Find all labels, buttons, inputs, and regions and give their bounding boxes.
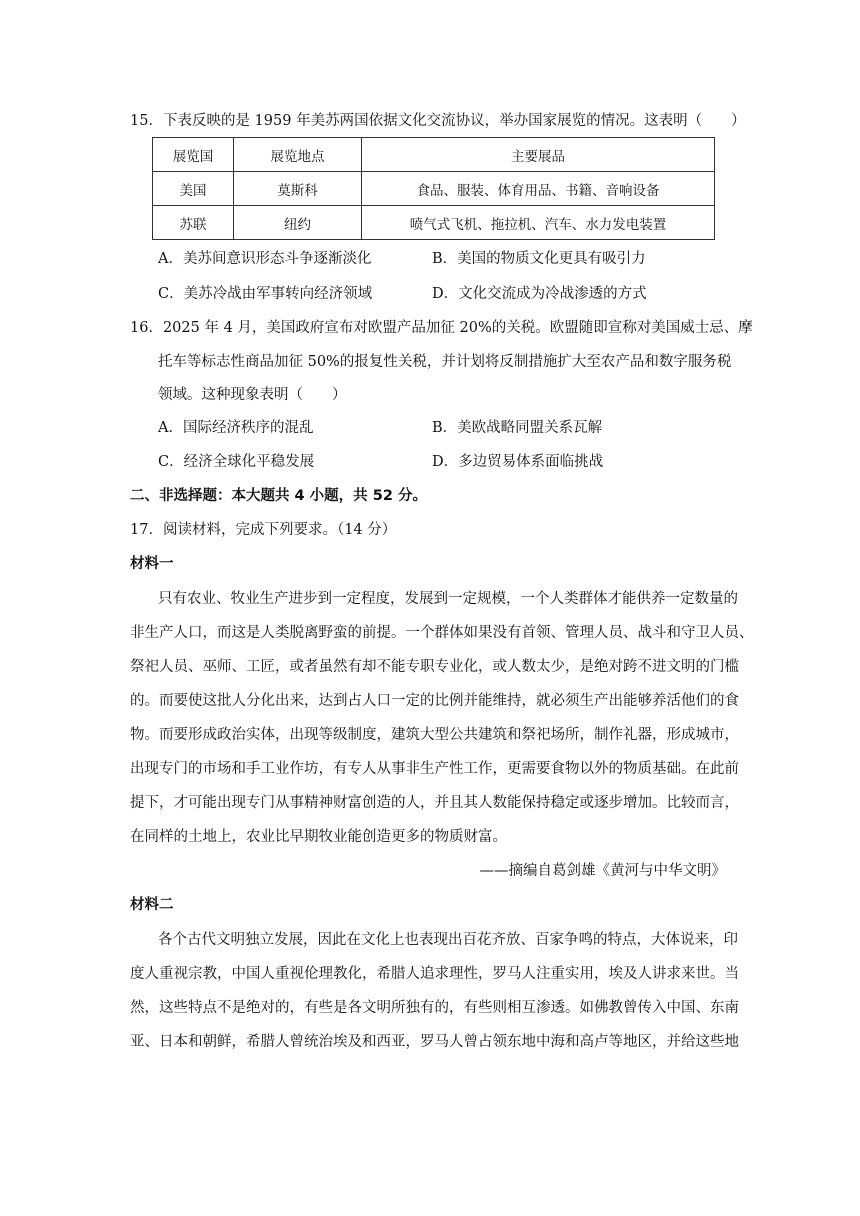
q16-option-c: C．经济全球化平稳发展 [158,454,315,470]
table-row [153,206,715,240]
q15-option-b: B．美国的物质文化更具有吸引力 [432,251,646,267]
material-two-line: 然，这些特点不是绝对的，有些是各文明所独有的，有些则相互渗透。如佛教曾传入中国、东南 [130,1000,739,1016]
q16-option-b: B．美欧战略同盟关系瓦解 [432,420,603,436]
q16-stem-line: 16．2025 年 4 月，美国政府宣布对欧盟产品加征 20%的关税。欧盟随即宣称对美国威士忌、摩 [130,320,753,336]
q15-option-d: D．文化交流成为冷战渗透的方式 [432,286,647,302]
section-heading: 二、非选择题：本大题共 4 小题，共 52 分。 [130,488,427,504]
table-header: 展览地点 [234,138,362,172]
q16-option-a: A．国际经济秩序的混乱 [158,420,314,436]
material-one-line: 祭祀人员、巫师、工匠，或者虽然有却不能专职专业化，或人数太少，是绝对跨不进文明的门槛 [130,659,739,675]
table-header: 展览国 [153,138,234,172]
table-cell: 食品、服装、体育用品、书籍、音响设备 [362,172,715,206]
q15-stem: 15．下表反映的是 1959 年美苏两国依据文化交流协议，举办国家展览的情况。这表明（ ） [130,113,746,129]
q15-option-c: C．美苏冷战由军事转向经济领域 [158,286,373,302]
material-one-line: 只有农业、牧业生产进步到一定程度，发展到一定规模，一个人类群体才能供养一定数量的 [158,591,738,607]
material-one-line: 提下，才可能出现专门从事精神财富创造的人，并且其人数能保持稳定或逐步增加。比较而言， [130,795,739,811]
table-cell: 喷气式飞机、拖拉机、汽车、水力发电装置 [362,206,715,240]
table-header-row [153,138,715,172]
material-two-line: 亚、日本和朝鲜，希腊人曾统治埃及和西亚，罗马人曾占领东地中海和高卢等地区，并给这些地 [130,1034,739,1050]
table-cell: 美国 [153,172,234,206]
material-one-line: 的。而要使这批人分化出来，达到占人口一定的比例并能维持，就必须生产出能够养活他们的食 [130,693,739,709]
q15-option-a: A．美苏间意识形态斗争逐渐淡化 [158,251,372,267]
material-two-line: 度人重视宗教，中国人重视伦理教化，希腊人追求理性，罗马人注重实用，埃及人讲求来世。当 [130,966,739,982]
material-one-line: 物。而要形成政治实体，出现等级制度，建筑大型公共建筑和祭祀场所，制作礼器，形成城市， [130,727,739,743]
q17-stem: 17．阅读材料，完成下列要求。（14 分） [130,522,397,538]
exhibition-table [152,137,715,240]
table-header: 主要展品 [362,138,715,172]
table-cell: 纽约 [234,206,362,240]
material-two-line: 各个古代文明独立发展，因此在文化上也表现出百花齐放、百家争鸣的特点，大体说来，印 [158,932,738,948]
material-one-line: 出现专门的市场和手工业作坊，有专人从事非生产性工作，更需要食物以外的物质基础。在此前 [130,761,739,777]
table-row [153,172,715,206]
material-two-title: 材料二 [130,897,174,913]
q16-stem-line: 领域。这种现象表明（ ） [158,387,347,403]
material-one-title: 材料一 [130,556,174,572]
material-one-line: 在同样的土地上，农业比早期牧业能创造更多的物质财富。 [130,829,507,845]
material-one-line: 非生产人口，而这是人类脱离野蛮的前提。一个群体如果没有首领、管理人员、战斗和守卫人员、 [130,625,754,641]
material-one-source: ——摘编自葛剑雄《黄河与中华文明》 [479,863,726,879]
table-cell: 莫斯科 [234,172,362,206]
table-cell: 苏联 [153,206,234,240]
q16-option-d: D．多边贸易体系面临挑战 [432,454,604,470]
q16-stem-line: 托车等标志性商品加征 50%的报复性关税，并计划将反制措施扩大至农产品和数字服务税 [158,354,732,370]
